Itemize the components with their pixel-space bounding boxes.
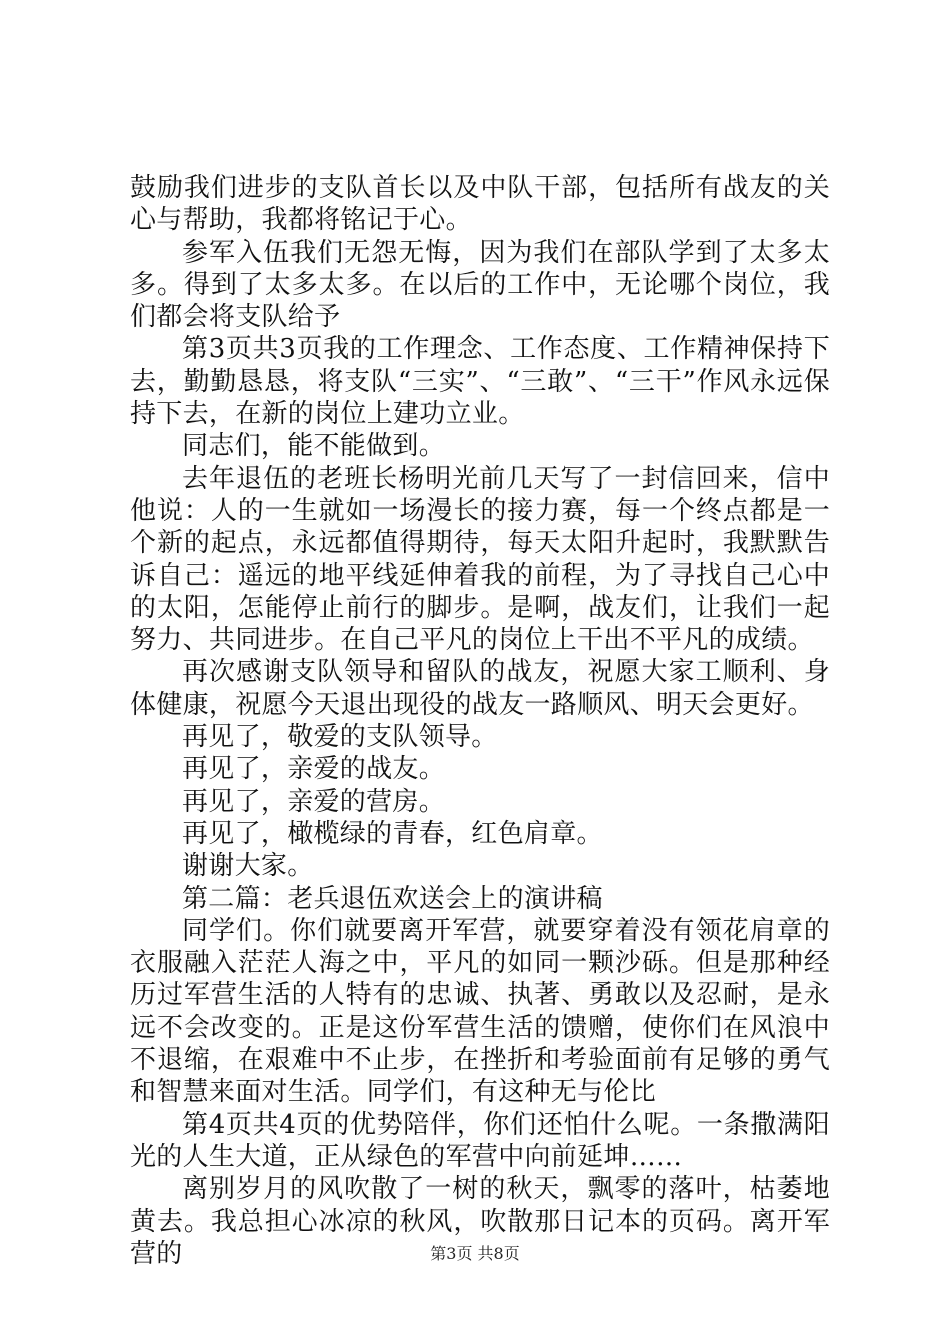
section-heading: 第二篇：老兵退伍欢送会上的演讲稿 [182,883,603,914]
paragraph-9: 再见了，亲爱的营房。 [182,786,446,817]
paragraph-15: 离别岁月的风吹散了一树的秋天，飘零的落叶，枯萎地黄去。我总担心冰凉的秋风，吹散那日记本的页码。离开军营的 [130,1174,830,1269]
paragraph-14: 第4页共4页的优势陪伴，你们还怕什么呢。一条撒满阳光的人生大道，正从绿色的军营中向前延坤…… [130,1109,830,1172]
paragraph-13: 同学们。你们就要离开军营，就要穿着没有领花肩章的衣服融入茫茫人海之中，平凡的如同一颗沙砾。但是那种经历过军营生活的人特有的忠诚、执著、勇敢以及忍耐，是永远不会改变的。正是这份军营生活的馈赠，使你们在风浪中不退缩，在艰难中不止步，在挫折和考验面前有足够的勇气和智慧来面对生活。同学们，有这种无与伦比 [130,915,830,1108]
paragraph-8: 再见了，亲爱的战友。 [182,754,446,785]
paragraph-11: 谢谢大家。 [182,851,314,882]
paragraph-3: 第3页共3页我的工作理念、工作态度、工作精神保持下去，勤勤恳恳，将支队“三实”、“三敢”、“三干”作风永远保持下去，在新的岗位上建功立业。 [130,334,830,430]
paragraph-10: 再见了，橄榄绿的青春，红色肩章。 [182,818,603,849]
paragraph-4: 同志们，能不能做到。 [182,431,446,462]
document-body [130,172,830,1270]
paragraph-6: 再次感谢支队领导和留队的战友，祝愿大家工顺利、身体健康，祝愿今天退出现役的战友一路顺风、明天会更好。 [130,657,830,720]
page-footer: 第3页 共8页 [430,1244,520,1263]
paragraph-7: 再见了，敬爱的支队领导。 [182,722,498,753]
paragraph-2: 参军入伍我们无怨无悔，因为我们在部队学到了太多太多。得到了太多太多。在以后的工作中，无论哪个岗位，我们都会将支队给予 [130,237,830,333]
paragraph-1: 鼓励我们进步的支队首长以及中队干部，包括所有战友的关心与帮助，我都将铭记于心。 [130,173,830,236]
paragraph-5: 去年退伍的老班长杨明光前几天写了一封信回来，信中他说：人的一生就如一场漫长的接力赛，每一个终点都是一个新的起点，永远都值得期待，每天太阳升起时，我默默告诉自己：遥远的地平线延伸着我的前程，为了寻找自己心中的太阳，怎能停止前行的脚步。是啊，战友们，让我们一起努力、共同进步。在自己平凡的岗位上干出不平凡的成绩。 [130,463,830,656]
